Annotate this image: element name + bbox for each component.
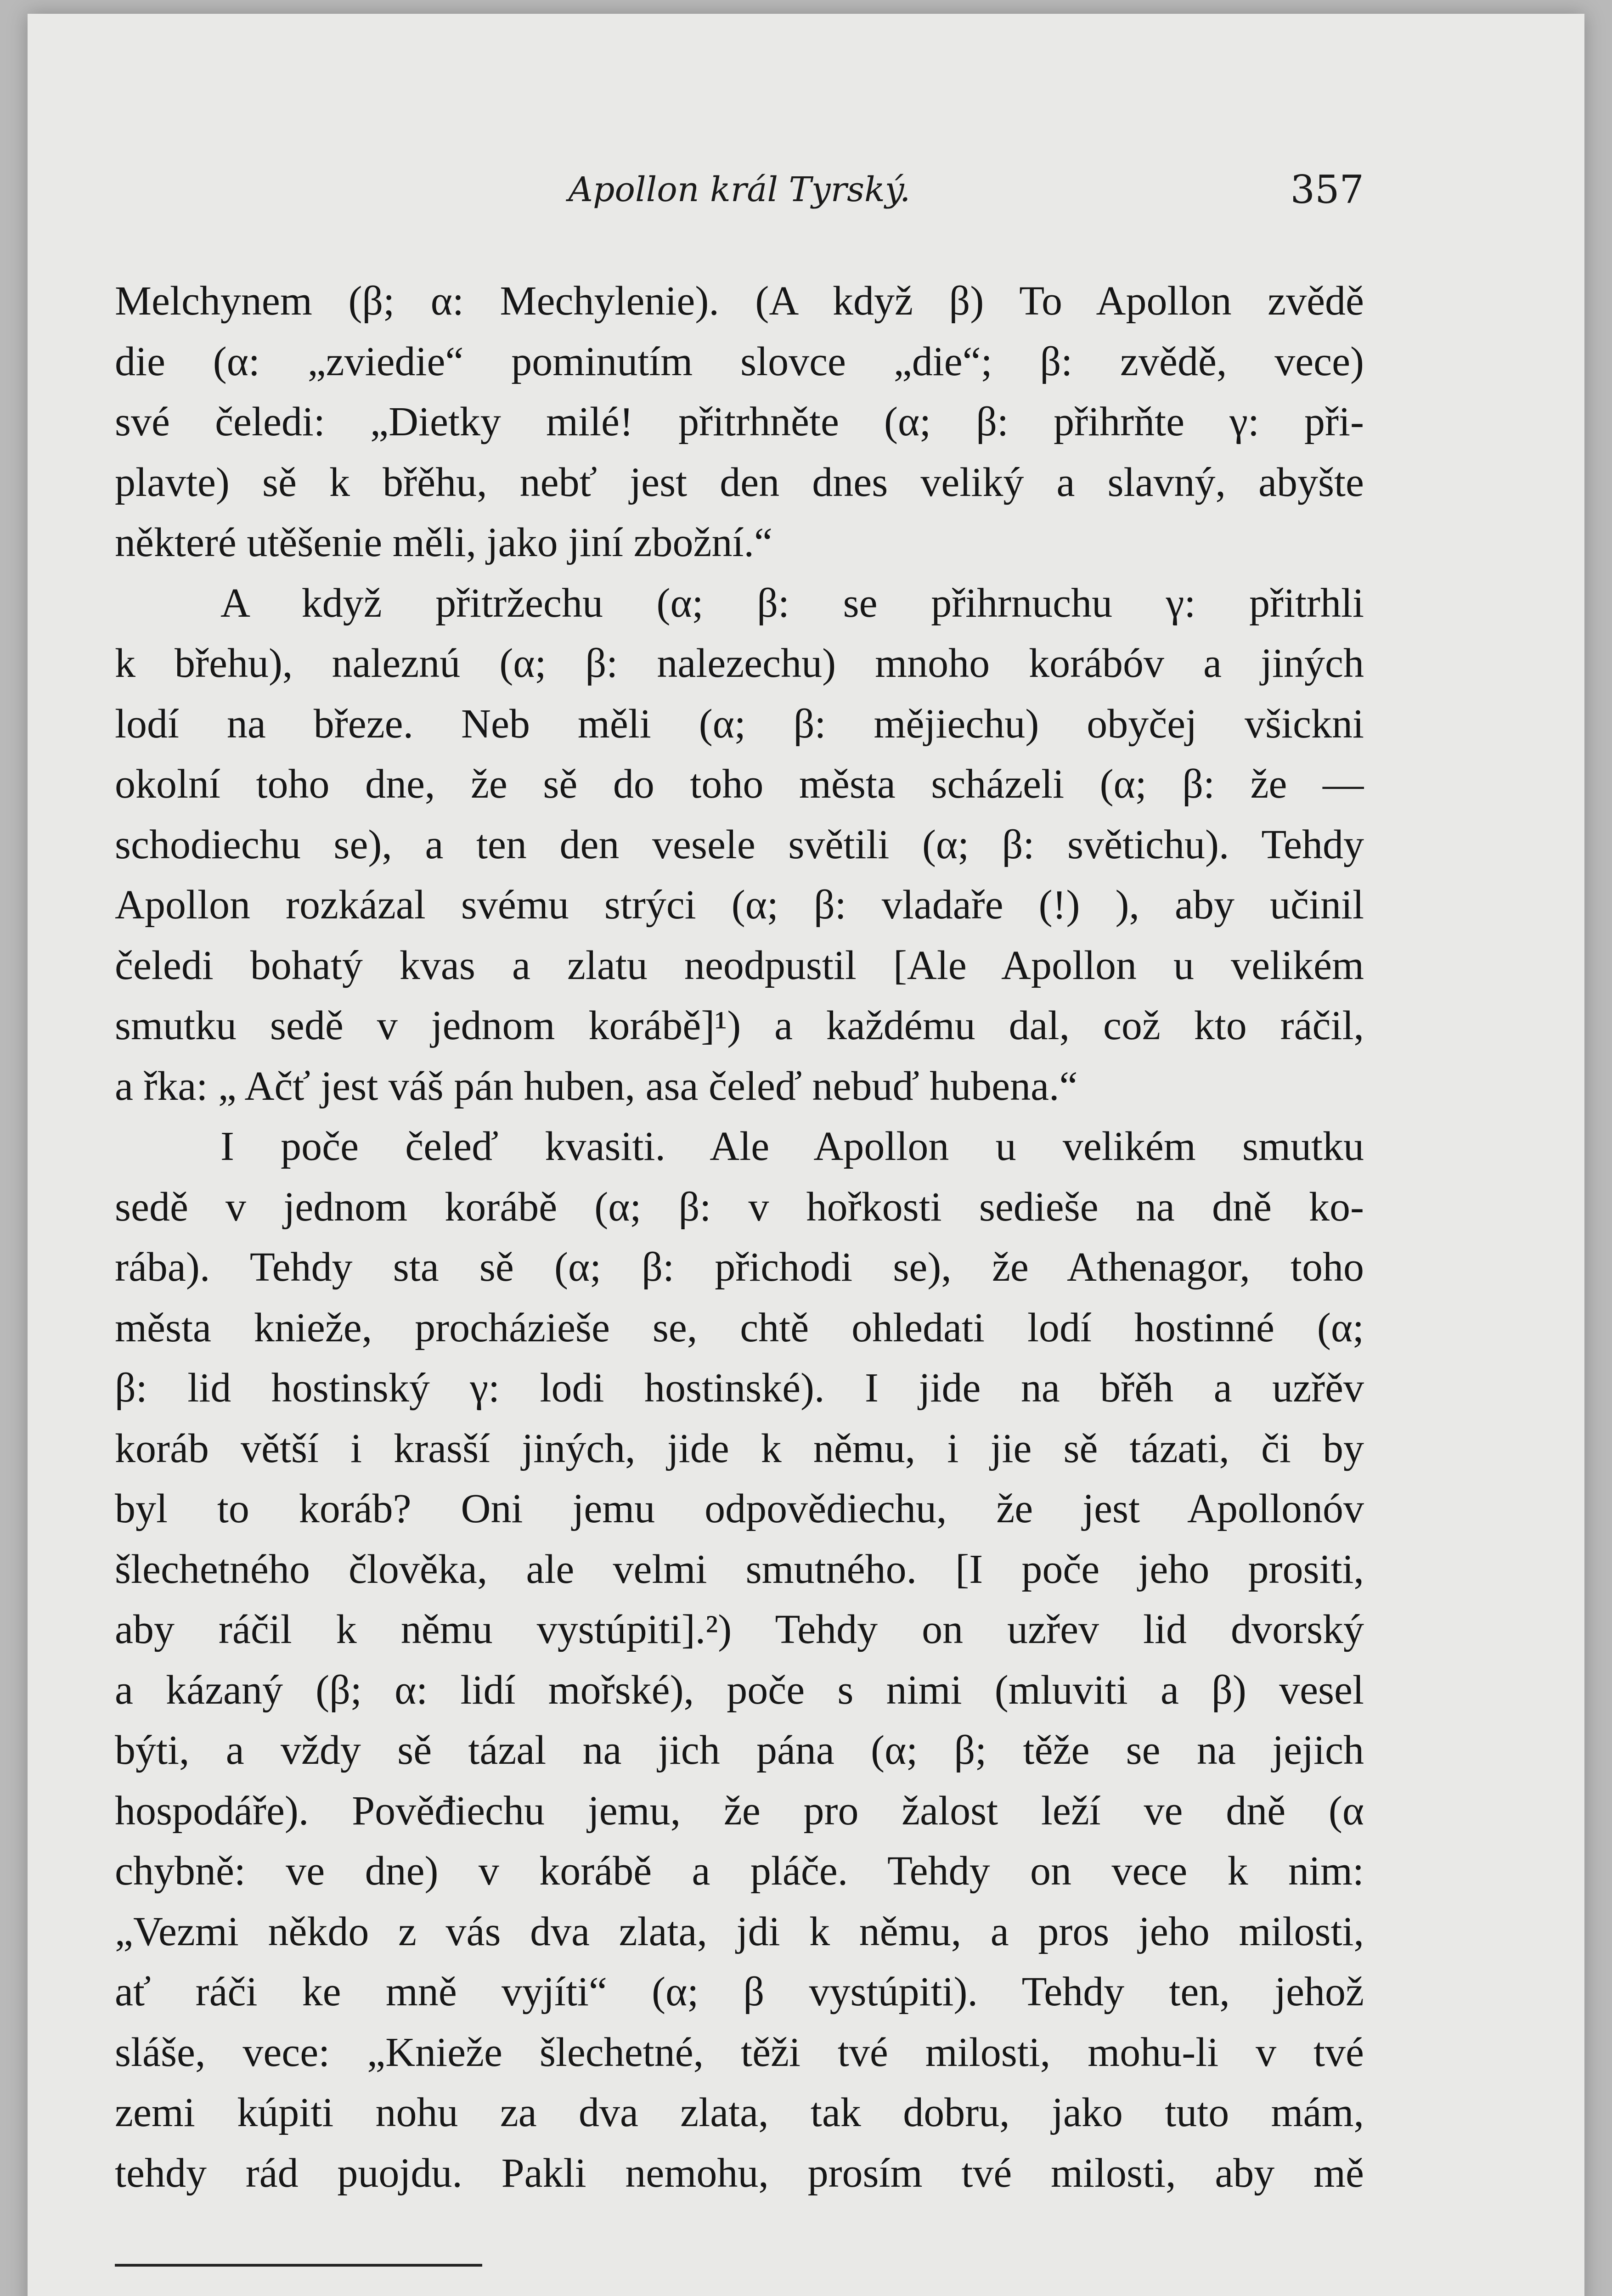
paragraph-3 [115,1116,1364,2203]
text-line: zemi kúpiti nohu za dva zlata, tak dobru, jako tuto mám, [115,2090,1364,2135]
text-line: některé utěšenie měli, jako jiní zbožní.“ [115,520,772,565]
text-line: šlechetného člověka, ale velmi smutného. [I poče jeho prositi, [115,1546,1364,1592]
text-line: A když přitržechu (α; β: se přihrnuchu γ: přitrhli [220,580,1364,626]
text-line: čeledi bohatý kvas a zlatu neodpustil [Ale Apollon u velikém [115,942,1364,988]
text-line: die (α: „zviedie“ pominutím slovce „die“; β: zvědě, vece) [115,338,1364,384]
text-line: a kázaný (β; α: lidí mořské), poče s nimi (mluviti a β) vesel [115,1667,1364,1713]
paragraph-2 [115,573,1364,1117]
text-line: tehdy rád puojdu. Pakli nemohu, prosím tvé milosti, aby mě [115,2150,1364,2196]
footnote-1 [115,2291,1364,2296]
text-line: a řka: „ Ačť jest váš pán huben, asa čeleď nebuď hubena.“ [115,1063,1078,1109]
footnote-rule [115,2264,482,2267]
body-text [115,271,1364,2203]
footnotes [115,2291,1364,2296]
text-line: smutku sedě v jednom korábě]¹) a každému dal, což kto ráčil, [115,1003,1364,1048]
page-number: 357 [1290,167,1364,212]
text-line: rába). Tehdy sta sě (α; β: přichodi se), že Athenagor, toho [115,1244,1364,1290]
text-line: hospodáře). Pověđiechu jemu, že pro žalost leží ve dně (α [115,1788,1364,1834]
text-line: své čeledi: „Dietky milé! přitrhněte (α; β: přihrňte γ: při- [115,399,1364,445]
text-line: sedě v jednom korábě (α; β: v hořkosti sedieše na dně ko- [115,1184,1364,1230]
text-line: aby ráčil k němu vystúpiti].²) Tehdy on uzřev lid dvorský [115,1607,1364,1652]
running-title: Apollon král Tyrský. [568,170,911,209]
text-line: byl to koráb? Oni jemu odpovědiechu, že jest Apollonóv [115,1486,1364,1531]
text-line: Melchynem (β; α: Mechylenie). (A když β) To Apollon zvědě [115,278,1364,324]
text-line: schodiechu se), a ten den vesele světili (α; β: světichu). Tehdy [115,822,1364,867]
paragraph-1 [115,271,1364,573]
text-line: β: lid hostinský γ: lodi hostinské). I jide na břěh a uzřěv [115,1365,1364,1411]
text-line: plavte) sě k břěhu, nebť jest den dnes veliký a slavný, abyšte [115,459,1364,505]
text-line: Apollon rozkázal svému strýci (α; β: vladaře (!) ), aby učinil [115,882,1364,928]
text-line: chybně: ve dne) v korábě a pláče. Tehdy on vece k nim: [115,1848,1364,1894]
page-header [115,167,1364,220]
text-line: býti, a vždy sě tázal na jich pána (α; β; těže se na jejich [115,1728,1364,1773]
text-line: I poče čeleď kvasiti. Ale Apollon u velikém smutku [220,1124,1364,1169]
text-line: okolní toho dne, že sě do toho města scházeli (α; β: že — [115,761,1364,807]
text-line: města knieže, procházieše se, chtě ohledati lodí hostinné (α; [115,1305,1364,1351]
text-line: „Vezmi někdo z vás dva zlata, jdi k němu, a pros jeho milosti, [115,1908,1364,1954]
text-line: lodí na březe. Neb měli (α; β: mějiechu) obyčej všickni [115,701,1364,747]
text-line: ať ráči ke mně vyjíti“ (α; β vystúpiti). Tehdy ten, jehož [115,1969,1364,2015]
text-line: koráb větší i krasší jiných, jide k němu, i jie sě tázati, či by [115,1425,1364,1471]
text-line: sláše, vece: „Knieže šlechetné, těži tvé milosti, mohu-li v tvé [115,2029,1364,2075]
book-page [28,14,1584,2296]
text-line: k břehu), naleznú (α; β: nalezechu) mnoho korábóv a jiných [115,641,1364,686]
